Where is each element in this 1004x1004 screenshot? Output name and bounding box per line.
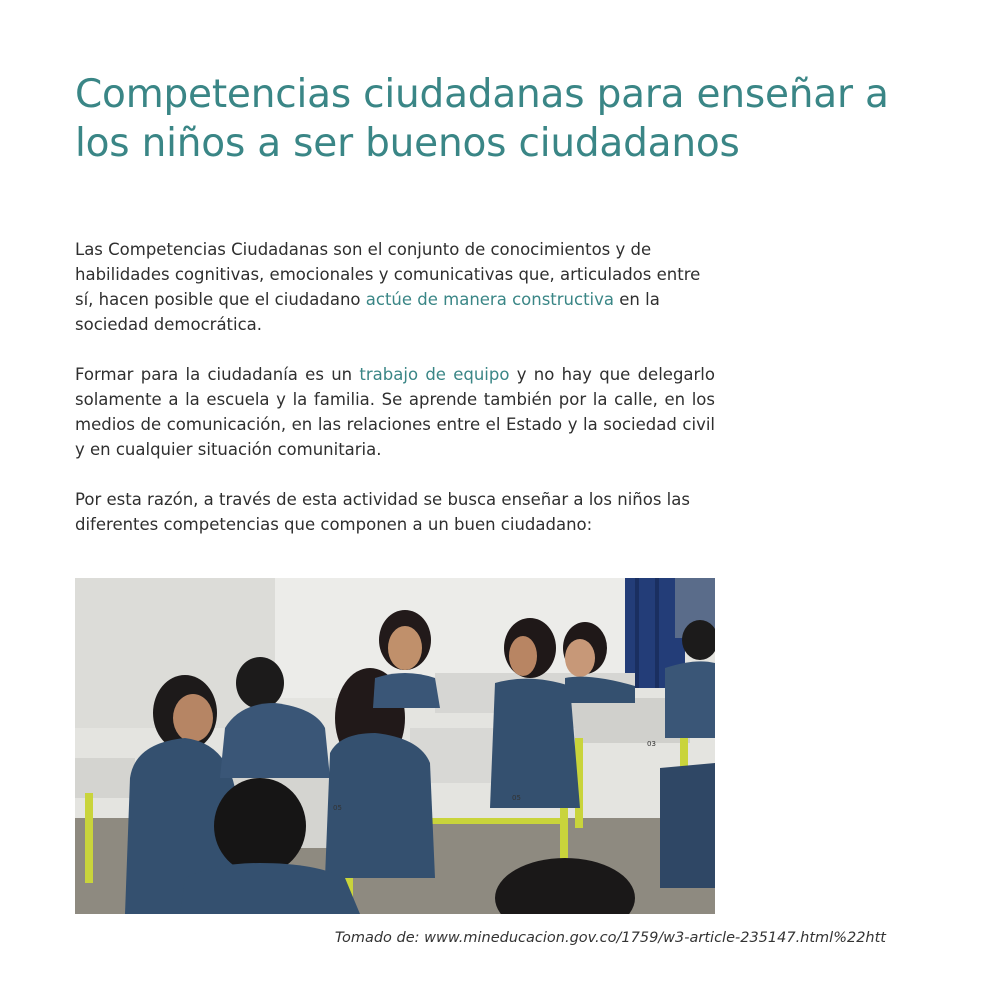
- desk-label: 05: [333, 804, 342, 812]
- page-title: Competencias ciudadanas para enseñar a los niños a ser buenos ciudadanos: [75, 72, 889, 166]
- paragraph-teamwork: [75, 362, 715, 462]
- paragraph-purpose: Por esta razón, a través de esta actividad se busca enseñar a los niños las diferentes competencias que componen a un buen ciudadano:: [75, 490, 690, 534]
- desk-label: 03: [647, 740, 656, 748]
- classroom-photo: [75, 578, 715, 914]
- paragraph-text: Formar para la ciudadanía es un: [75, 365, 360, 384]
- paragraph-definition: [75, 237, 715, 337]
- link-trabajo-de-equipo[interactable]: trabajo de equipo: [359, 365, 510, 384]
- link-actue-de-manera-constructiva[interactable]: actúe de manera constructiva: [365, 290, 615, 309]
- paragraph-text: Las Competencias Ciudadanas son el conjunto de conocimientos y de habilidades cognitivas, emocionales y comunicativas que, articulados entre sí, hacen posible que el ciudadano: [75, 240, 701, 309]
- image-source-caption: Tomado de: www.mineducacion.gov.co/1759/w3-article-235147.html%22htt: [334, 930, 886, 946]
- paragraph-text: y no hay que delegarlo solamente a la escuela y la familia. Se aprende también por la calle, en los medios de comunicación, en las relaciones entre el Estado y la sociedad civil y en cualquier situación comunitaria.: [75, 365, 715, 459]
- desk-label: 05: [512, 794, 521, 802]
- paragraph-text: en la sociedad democrática.: [75, 290, 660, 334]
